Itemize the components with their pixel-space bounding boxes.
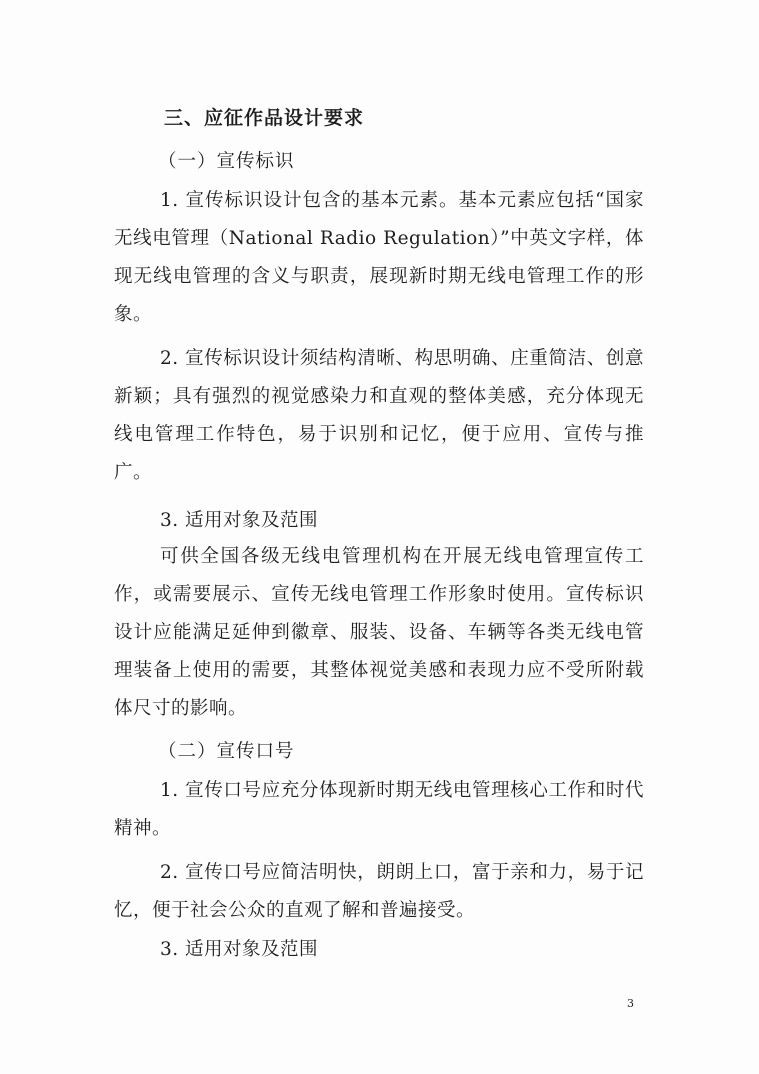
section-heading: 三、应征作品设计要求	[164, 107, 365, 129]
part2-heading: （二）宣传口号	[158, 741, 295, 762]
part1-item3-paragraph: 可供全国各级无线电管理机构在开展无线电管理宣传工作，或需要展示、宣传无线电管理工作形象时使用。宣传标识设计应能满足延伸到徽章、服装、设备、车辆等各类无线电管理装备上使用的需要，其整体视觉美感和表现力应不受所附载体尺寸的影响。	[114, 546, 644, 719]
part1-item3-title: 3. 适用对象及范围	[160, 510, 319, 531]
part2-item1-paragraph: 1. 宣传口号应充分体现新时期无线电管理核心工作和时代精神。	[114, 780, 644, 839]
part2-item2-paragraph: 2. 宣传口号应简洁明快，朗朗上口，富于亲和力，易于记忆，便于社会公众的直观了解和普遍接受。	[114, 862, 644, 921]
page-number: 3	[627, 997, 634, 1010]
part1-item1-paragraph: 1. 宣传标识设计包含的基本元素。基本元素应包括“国家无线电管理（National Radio Regulation）”中英文字样，体现无线电管理的含义与职责，展现新时期无线电管理工作的形象。	[114, 190, 644, 325]
part2-item3-title: 3. 适用对象及范围	[160, 939, 319, 960]
part1-heading: （一）宣传标识	[158, 151, 295, 172]
part1-item2-paragraph: 2. 宣传标识设计须结构清晰、构思明确、庄重简洁、创意新颖；具有强烈的视觉感染力和直观的整体美感，充分体现无线电管理工作特色，易于识别和记忆，便于应用、宣传与推广。	[114, 348, 644, 483]
